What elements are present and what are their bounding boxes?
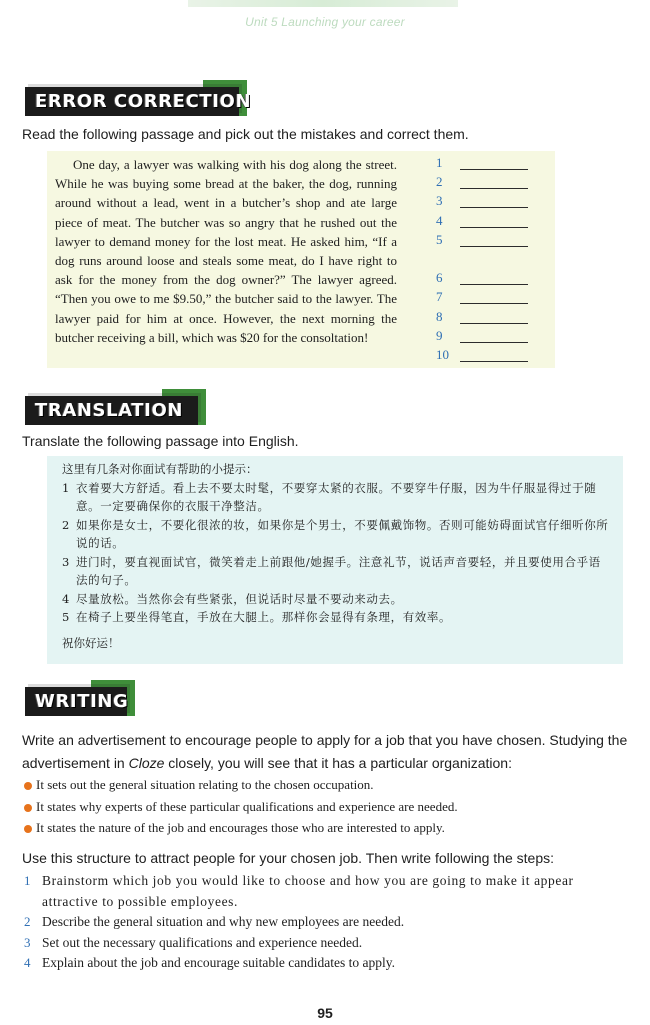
writing-heading (25, 680, 135, 716)
item-number: 1 (62, 480, 70, 495)
answer-blank-9[interactable] (436, 328, 536, 347)
passage-line: street. While he was buying some bread at the baker, the dog, (55, 157, 397, 192)
unit-title: Unit 5 Launching your career (245, 15, 405, 29)
passage-line: a bill, which was $20 for the consoltation! (148, 329, 369, 345)
translation-item (62, 608, 610, 627)
step-text: Explain about the job and encourage suitable candidates to apply. (42, 955, 396, 970)
bullet-text: It sets out the general situation relating to the chosen occupation. (36, 777, 374, 792)
list-item (22, 775, 634, 797)
answer-blanks (436, 155, 536, 362)
page-number: 95 (317, 1005, 333, 1021)
step-number: 1 (24, 873, 31, 888)
error-correction-title: ERROR CORRECTION (35, 91, 252, 112)
passage-line: He asked him, “If a dog runs around loose and steals some (55, 233, 397, 269)
item-number: 2 (62, 517, 70, 532)
list-item (22, 818, 634, 840)
passage-text (55, 155, 397, 347)
answer-blank-2[interactable] (436, 174, 536, 193)
passage-line: running around without a lead, went in a butcher’s shop and (55, 176, 398, 211)
answer-blank-6[interactable] (436, 270, 536, 289)
bullet-text: It states why experts of these particular qualifications and experience are needed. (36, 798, 458, 814)
writing-title: WRITING (35, 691, 129, 712)
translation-title: TRANSLATION (35, 400, 184, 421)
blank-line[interactable] (460, 361, 528, 362)
blank-number: 7 (436, 289, 443, 305)
blank-number: 6 (436, 270, 443, 286)
step-item (22, 871, 628, 912)
item-text: 尽量放松。当然你会有些紧张，但说话时尽量不要动来动去。 (76, 591, 403, 606)
writing-intro-text: Write an advertisement to encourage people to apply for a job that you have chosen. Studying the advertisement in (22, 732, 628, 771)
step-text: Describe the general situation and why new employees are needed. (42, 914, 405, 929)
error-correction-instruction: Read the following passage and pick out the mistakes and correct them. (22, 126, 469, 142)
translation-item (62, 590, 610, 609)
writing-intro (22, 729, 634, 775)
step-item (22, 933, 628, 954)
blank-line[interactable] (460, 246, 528, 247)
blank-line[interactable] (460, 169, 528, 170)
answer-blank-5[interactable] (436, 232, 536, 251)
blank-line[interactable] (460, 227, 528, 228)
passage-line: One day, a lawyer was walking with his dog along the (73, 157, 362, 172)
blank-line[interactable] (460, 207, 528, 208)
answer-blank-3[interactable] (436, 193, 536, 212)
step-number: 3 (24, 934, 31, 950)
translation-closing: 祝你好运！ (62, 635, 120, 650)
translation-item (62, 516, 610, 553)
blank-number: 9 (436, 327, 443, 343)
blank-line[interactable] (460, 284, 528, 285)
item-text: 在椅子上要坐得笔直，手放在大腿上。那样你会显得有条理，有效率。 (76, 610, 452, 624)
blank-line[interactable] (460, 303, 528, 304)
step-number: 2 (24, 914, 31, 929)
answer-blank-7[interactable] (436, 289, 536, 308)
item-number: 4 (62, 591, 70, 606)
answer-blank-1[interactable] (436, 155, 536, 174)
translation-intro: 这里有几条对你面试有帮助的小提示： (62, 462, 258, 476)
blank-line[interactable] (460, 342, 528, 343)
answer-blank-10[interactable] (436, 347, 536, 366)
translation-passage (62, 460, 610, 652)
error-correction-heading (25, 80, 252, 116)
list-item (22, 797, 634, 819)
translation-item (62, 553, 610, 590)
item-text: 衣着要大方舒适。看上去不要太时髦，不要穿太紧的衣服。不要穿牛仔服，因为牛仔服显得过于随意。一定要确保你的衣服干净整洁。 (76, 480, 597, 513)
blank-number: 10 (436, 347, 449, 362)
passage-line: ate large piece of meat. The butcher was so angry that he (55, 195, 397, 230)
blank-number: 4 (436, 212, 443, 228)
bullet-dot-icon (24, 804, 32, 812)
writing-intro-emphasis: Cloze (128, 755, 165, 771)
error-correction-passage (55, 155, 397, 347)
item-number: 3 (62, 554, 70, 569)
blank-number: 3 (436, 193, 443, 209)
bullet-dot-icon (24, 825, 32, 833)
structure-instruction: Use this structure to attract people for your chosen job. Then write following the steps: (22, 850, 555, 866)
passage-line: meat, do I have right to ask for the money from the dog (55, 253, 397, 288)
passage-line: at once. However, the next morning the butcher receiving (55, 310, 398, 345)
step-number: 4 (24, 955, 31, 970)
step-item (22, 953, 628, 974)
passage-line: rushed out the lawyer to demand money for the lost meat. (55, 214, 397, 249)
step-text: Brainstorm which job you would like to choose and how you are going to make it appear attractive to possible employees. (42, 873, 574, 909)
answer-blank-8[interactable] (436, 309, 536, 328)
writing-intro-text-end: closely, you will see that it has a particular organization: (164, 755, 512, 771)
bullet-dot-icon (24, 782, 32, 790)
translation-instruction: Translate the following passage into English. (22, 433, 299, 449)
item-text: 进门时，要直视面试官，微笑着走上前跟他/她握手。注意礼节，说话声音要轻，并且要使用合乎语法的句子。 (76, 554, 601, 587)
answer-blank-4[interactable] (436, 213, 536, 232)
step-item (22, 912, 628, 933)
blank-number: 2 (436, 174, 443, 190)
unit-banner (188, 0, 458, 7)
writing-steps (22, 871, 628, 974)
blank-line[interactable] (460, 188, 528, 189)
blank-line[interactable] (460, 323, 528, 324)
passage-line: the butcher said to the lawyer. The lawyer paid for him (55, 291, 397, 326)
item-text: 如果你是女士，不要化很浓的妆，如果你是个男士，不要佩戴饰物。否则可能妨碍面试官仔细听你所说的话。 (76, 517, 609, 550)
bullet-text: It states the nature of the job and encourages those who are interested to apply. (36, 820, 445, 835)
blank-number: 5 (436, 231, 443, 247)
blank-number: 8 (436, 308, 443, 324)
blank-number: 1 (436, 155, 443, 170)
step-text: Set out the necessary qualifications and experience needed. (42, 934, 363, 950)
passage-line: owner?” The lawyer agreed. “Then you owe to me $9.50,” (55, 272, 398, 307)
translation-item (62, 479, 610, 516)
item-number: 5 (62, 610, 70, 624)
organization-list (22, 775, 634, 840)
translation-heading (25, 389, 206, 425)
